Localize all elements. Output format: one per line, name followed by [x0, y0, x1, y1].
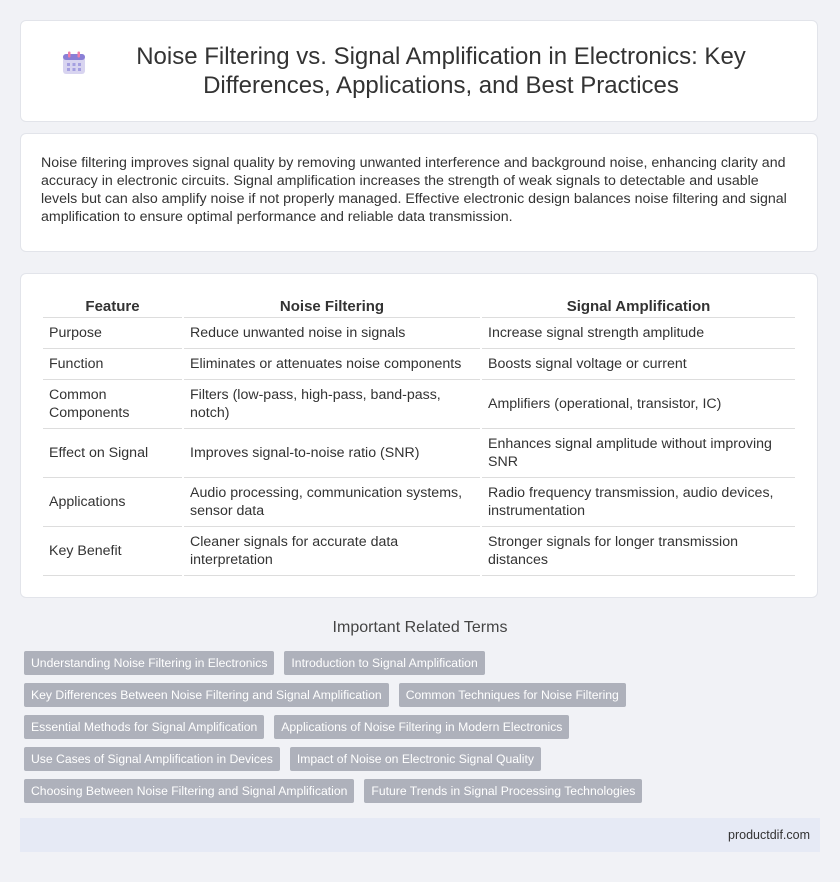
related-tag[interactable]: Impact of Noise on Electronic Signal Quality [290, 747, 541, 771]
calendar-icon [61, 42, 87, 81]
related-tag[interactable]: Choosing Between Noise Filtering and Signal Amplification [24, 779, 354, 803]
row-feature: Common Components [43, 380, 182, 429]
row-noise-filtering: Improves signal-to-noise ratio (SNR) [184, 429, 480, 478]
tag-row [24, 747, 541, 771]
related-tag[interactable]: Future Trends in Signal Processing Technologies [364, 779, 642, 803]
tag-row [24, 715, 569, 739]
row-signal-amplification: Enhances signal amplitude without improving SNR [482, 429, 795, 478]
row-signal-amplification: Boosts signal voltage or current [482, 349, 795, 380]
row-feature: Key Benefit [43, 527, 182, 576]
intro-text: Noise filtering improves signal quality by removing unwanted interference and background noise, enhancing clarity and accuracy in electronic circuits. Signal amplification increases the strength of weak signals to detectable and usable levels but can also amplify noise if not properly managed. Effective electronic design balances noise filtering and signal amplification to ensure optimal performance and reliable data transmission. [41, 155, 787, 225]
related-tag[interactable]: Introduction to Signal Amplification [284, 651, 484, 675]
related-tag[interactable]: Understanding Noise Filtering in Electronics [24, 651, 274, 675]
related-tag[interactable]: Essential Methods for Signal Amplification [24, 715, 264, 739]
comparison-card [20, 273, 818, 598]
header-noise-filtering: Noise Filtering [184, 294, 480, 318]
table-row [43, 318, 795, 349]
row-signal-amplification: Radio frequency transmission, audio devices, instrumentation [482, 478, 795, 527]
tag-row [24, 779, 642, 803]
tag-row [24, 651, 485, 675]
related-tag[interactable]: Applications of Noise Filtering in Modern Electronics [274, 715, 569, 739]
title-card [20, 20, 818, 122]
table-header-row [43, 294, 795, 318]
row-noise-filtering: Audio processing, communication systems, sensor data [184, 478, 480, 527]
row-noise-filtering: Filters (low-pass, high-pass, band-pass, notch) [184, 380, 480, 429]
row-noise-filtering: Cleaner signals for accurate data interpretation [184, 527, 480, 576]
row-feature: Applications [43, 478, 182, 527]
comparison-table [41, 294, 797, 576]
table-row [43, 429, 795, 478]
tag-row [24, 683, 626, 707]
header-signal-amplification: Signal Amplification [482, 294, 795, 318]
header-feature: Feature [43, 294, 182, 318]
footer-site-link[interactable]: productdif.com [728, 828, 810, 842]
related-tag[interactable]: Common Techniques for Noise Filtering [399, 683, 626, 707]
row-noise-filtering: Eliminates or attenuates noise components [184, 349, 480, 380]
table-row [43, 527, 795, 576]
related-tag[interactable]: Key Differences Between Noise Filtering and Signal Amplification [24, 683, 389, 707]
row-feature: Effect on Signal [43, 429, 182, 478]
related-terms-title: Important Related Terms [332, 619, 508, 636]
related-tag[interactable]: Use Cases of Signal Amplification in Devices [24, 747, 280, 771]
footer [20, 818, 820, 852]
row-signal-amplification: Stronger signals for longer transmission distances [482, 527, 795, 576]
row-feature: Function [43, 349, 182, 380]
table-row [43, 380, 795, 429]
row-feature: Purpose [43, 318, 182, 349]
table-row [43, 478, 795, 527]
page-title: Noise Filtering vs. Signal Amplification in Electronics: Key Differences, Applications, and Best Practices [136, 43, 746, 99]
table-row [43, 349, 795, 380]
row-signal-amplification: Amplifiers (operational, transistor, IC) [482, 380, 795, 429]
row-noise-filtering: Reduce unwanted noise in signals [184, 318, 480, 349]
row-signal-amplification: Increase signal strength amplitude [482, 318, 795, 349]
intro-card [20, 133, 818, 252]
